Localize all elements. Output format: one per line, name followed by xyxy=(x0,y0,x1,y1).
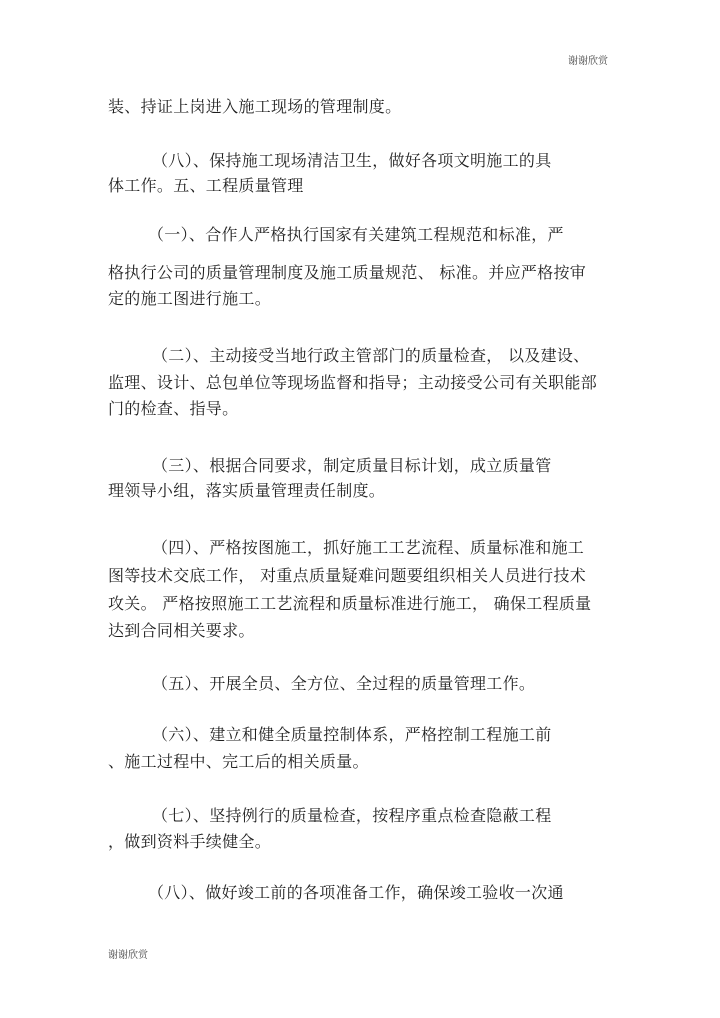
text-line: （七）、坚持例行的质量检查，按程序重点检查隐蔽工程 xyxy=(152,806,552,825)
text-line: 攻关。 严格按照施工工艺流程和质量标准进行施工， 确保工程质量 xyxy=(108,594,592,613)
text-line: 体工作。五、工程质量管理 xyxy=(108,176,304,195)
footer-note: 谢谢欣赏 xyxy=(108,950,148,961)
text-line: 门的检查、指导。 xyxy=(108,399,239,418)
text-line: （二）、主动接受当地行政主管部门的质量检查， 以及建设、 xyxy=(152,346,590,365)
text-line: 图等技术交底工作， 对重点质量疑难问题要组织相关人员进行技术 xyxy=(108,566,587,585)
text-line: （三）、根据合同要求，制定质量目标计划，成立质量管 xyxy=(152,456,552,475)
text-line: （八）、保持施工现场清洁卫生，做好各项文明施工的具 xyxy=(152,151,552,170)
text-line: 监理、设计、总包单位等现场监督和指导；主动接受公司有关职能部 xyxy=(108,373,598,392)
text-line: （一）、合作人严格执行国家有关建筑工程规范和标准，严 xyxy=(148,225,564,244)
text-line: （四）、严格按图施工，抓好施工工艺流程、质量标准和施工 xyxy=(152,538,585,557)
text-line: 定的施工图进行施工。 xyxy=(108,289,272,308)
text-line: 、施工过程中、完工后的相关质量。 xyxy=(108,752,369,771)
text-line: （五）、开展全员、全方位、全过程的质量管理工作。 xyxy=(152,674,536,693)
text-line: （八）、做好竣工前的各项准备工作，确保竣工验收一次通 xyxy=(148,883,564,902)
text-line: ，做到资料手续健全。 xyxy=(108,832,272,851)
text-line: 达到合同相关要求。 xyxy=(108,621,255,640)
text-line: （六）、建立和健全质量控制体系，严格控制工程施工前 xyxy=(152,725,552,744)
header-note: 谢谢欣赏 xyxy=(568,56,608,67)
text-line: 理领导小组，落实质量管理责任制度。 xyxy=(108,481,386,500)
text-line: 装、持证上岗进入施工现场的管理制度。 xyxy=(108,97,402,116)
text-line: 格执行公司的质量管理制度及施工质量规范、 标准。并应严格按审 xyxy=(108,263,587,282)
